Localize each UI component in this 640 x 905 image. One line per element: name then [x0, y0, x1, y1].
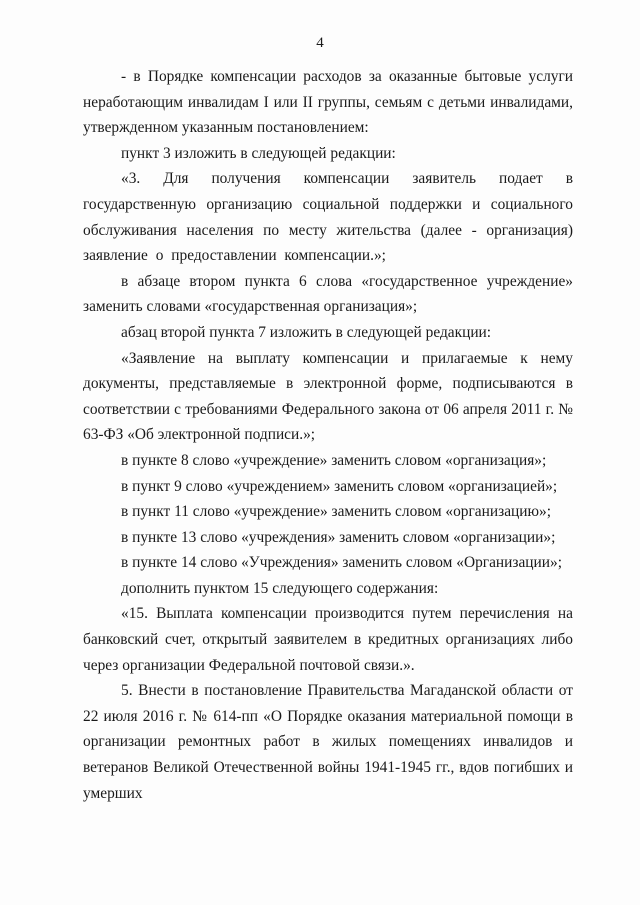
paragraph-item-3-text: «3. Для получения компенсации заявитель подает в государственную организацию социальной поддержки и социального обслуживания населения по месту жительства (далее - организация) заявление о предоставлении компенсации.»;	[83, 170, 573, 265]
document-body	[83, 64, 573, 806]
paragraph-item-9: в пункт 9 слово «учреждением» заменить словом «организацией»;	[121, 477, 558, 495]
paragraph-item-14: в пункте 14 слово «Учреждения» заменить словом «Организации»;	[121, 554, 562, 572]
paragraph-section-5: 5. Внести в постановление Правительства Магаданской области от 22 июля 2016 г. № 614-пп «О Порядке оказания материальной помощи в организации ремонтных работ в жилых помещениях инвалидов и ветеранов Великой Отечественной войны 1941-1945 гг., вдов погибших и умерших	[83, 682, 573, 802]
paragraph-item-7-text: «Заявление на выплату компенсации и прилагаемые к нему документы, представляемые в электронной форме, подписываются в соответствии с требованиями Федерального закона от 06 апреля 2011 г. № 63-ФЗ «Об электронной подписи.»;	[83, 349, 573, 444]
page-number: 4	[316, 35, 324, 51]
paragraph-item-3-intro: пункт 3 изложить в следующей редакции:	[121, 144, 396, 162]
paragraph-item-13: в пункте 13 слово «учреждения» заменить словом «организации»;	[121, 528, 556, 546]
paragraph-item-8: в пункте 8 слово «учреждение» заменить словом «организация»;	[121, 451, 547, 469]
paragraph-compensation-order: - в Порядке компенсации расходов за оказанные бытовые услуги неработающим инвалидам I или II группы, семьям с детьми инвалидами, утвержденном указанным постановлением:	[83, 68, 573, 137]
paragraph-item-15-intro: дополнить пунктом 15 следующего содержания:	[121, 579, 439, 597]
paragraph-item-11: в пункт 11 слово «учреждение» заменить словом «организацию»;	[121, 503, 551, 521]
paragraph-item-6: в абзаце втором пункта 6 слова «государственное учреждение» заменить словами «государственная организация»;	[83, 272, 573, 316]
paragraph-item-15-text: «15. Выплата компенсации производится путем перечисления на банковский счет, открытый заявителем в кредитных организациях либо через организации Федеральной почтовой связи.».	[83, 605, 573, 674]
paragraph-item-7-intro: абзац второй пункта 7 изложить в следующей редакции:	[121, 323, 492, 341]
